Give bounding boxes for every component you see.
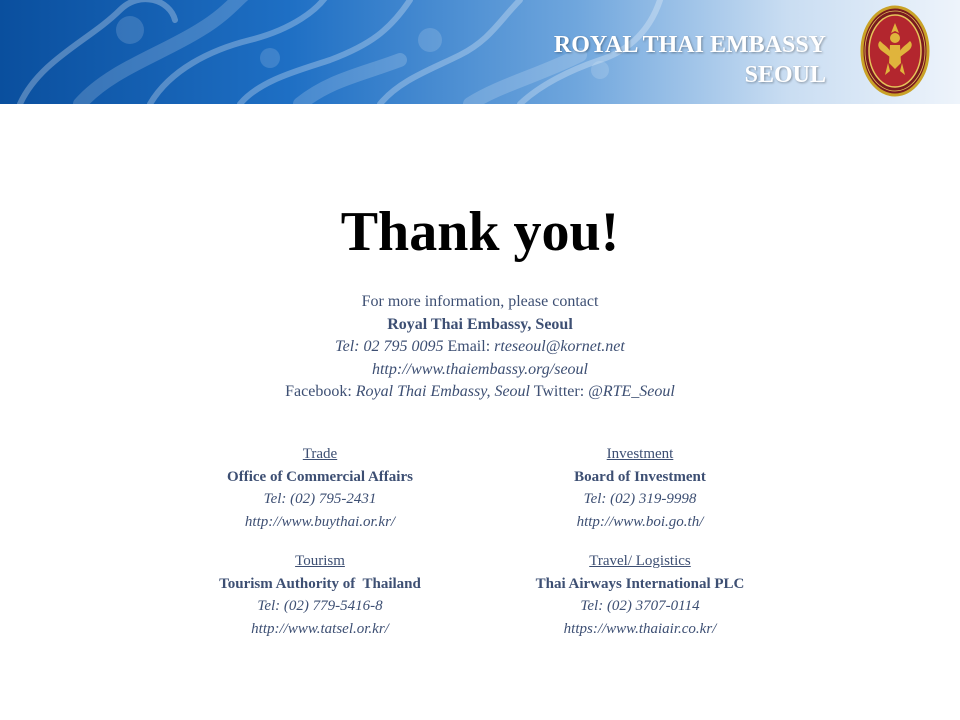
category-label[interactable]: Trade	[302, 446, 338, 462]
banner-title	[554, 30, 826, 90]
embassy-contact	[0, 291, 960, 404]
category-label[interactable]: Investment	[606, 446, 674, 462]
header-banner	[0, 0, 960, 104]
website-link[interactable]: http://www.boi.go.th/	[576, 513, 704, 530]
phone-number: Tel: (02) 3707-0114	[580, 598, 700, 614]
facebook-label: Facebook:	[285, 383, 352, 400]
phone-number: Tel: (02) 795-2431	[263, 491, 377, 507]
banner-title-line1: ROYAL THAI EMBASSY	[553, 32, 826, 58]
twitter-link[interactable]: @RTE_Seoul	[588, 383, 675, 400]
page-title: Thank you!	[340, 201, 620, 263]
organization-name: Board of Investment	[574, 468, 706, 485]
website-link[interactable]: http://www.tatsel.or.kr/	[251, 620, 389, 637]
category-label[interactable]: Tourism	[295, 553, 345, 569]
organization-name: Office of Commercial Affairs	[227, 468, 413, 485]
agency-contacts	[0, 443, 960, 653]
contact-block-trade	[170, 443, 470, 533]
tel-email-line	[0, 336, 960, 359]
tel-value: 02 795 0095	[363, 338, 444, 355]
facebook-link[interactable]: Royal Thai Embassy, Seoul	[355, 383, 530, 400]
embassy-name: Royal Thai Embassy, Seoul	[387, 315, 573, 333]
garuda-emblem-icon	[860, 5, 930, 97]
email-label: Email:	[447, 338, 491, 355]
contact-intro: For more information, please contact	[361, 293, 599, 310]
banner-title-line2: SEOUL	[744, 62, 826, 88]
organization-name: Tourism Authority of Thailand	[219, 575, 421, 592]
organization-name: Thai Airways International PLC	[535, 575, 745, 592]
phone-number: Tel: (02) 319-9998	[583, 491, 697, 507]
tel-label: Tel:	[335, 338, 360, 355]
website-link[interactable]: http://www.buythai.or.kr/	[244, 513, 396, 530]
website-link[interactable]: http://www.thaiembassy.org/seoul	[371, 360, 588, 378]
contact-block-investment	[490, 443, 790, 533]
category-label[interactable]: Travel/ Logistics	[589, 553, 691, 569]
social-line	[0, 381, 960, 404]
email-link[interactable]: rteseoul@kornet.net	[494, 338, 625, 355]
contact-block-tourism	[170, 550, 470, 640]
website-link[interactable]: https://www.thaiair.co.kr/	[563, 620, 717, 637]
phone-number: Tel: (02) 779-5416-8	[257, 598, 383, 614]
contact-block-travel-logistics	[490, 550, 790, 640]
twitter-label: Twitter:	[533, 383, 585, 400]
